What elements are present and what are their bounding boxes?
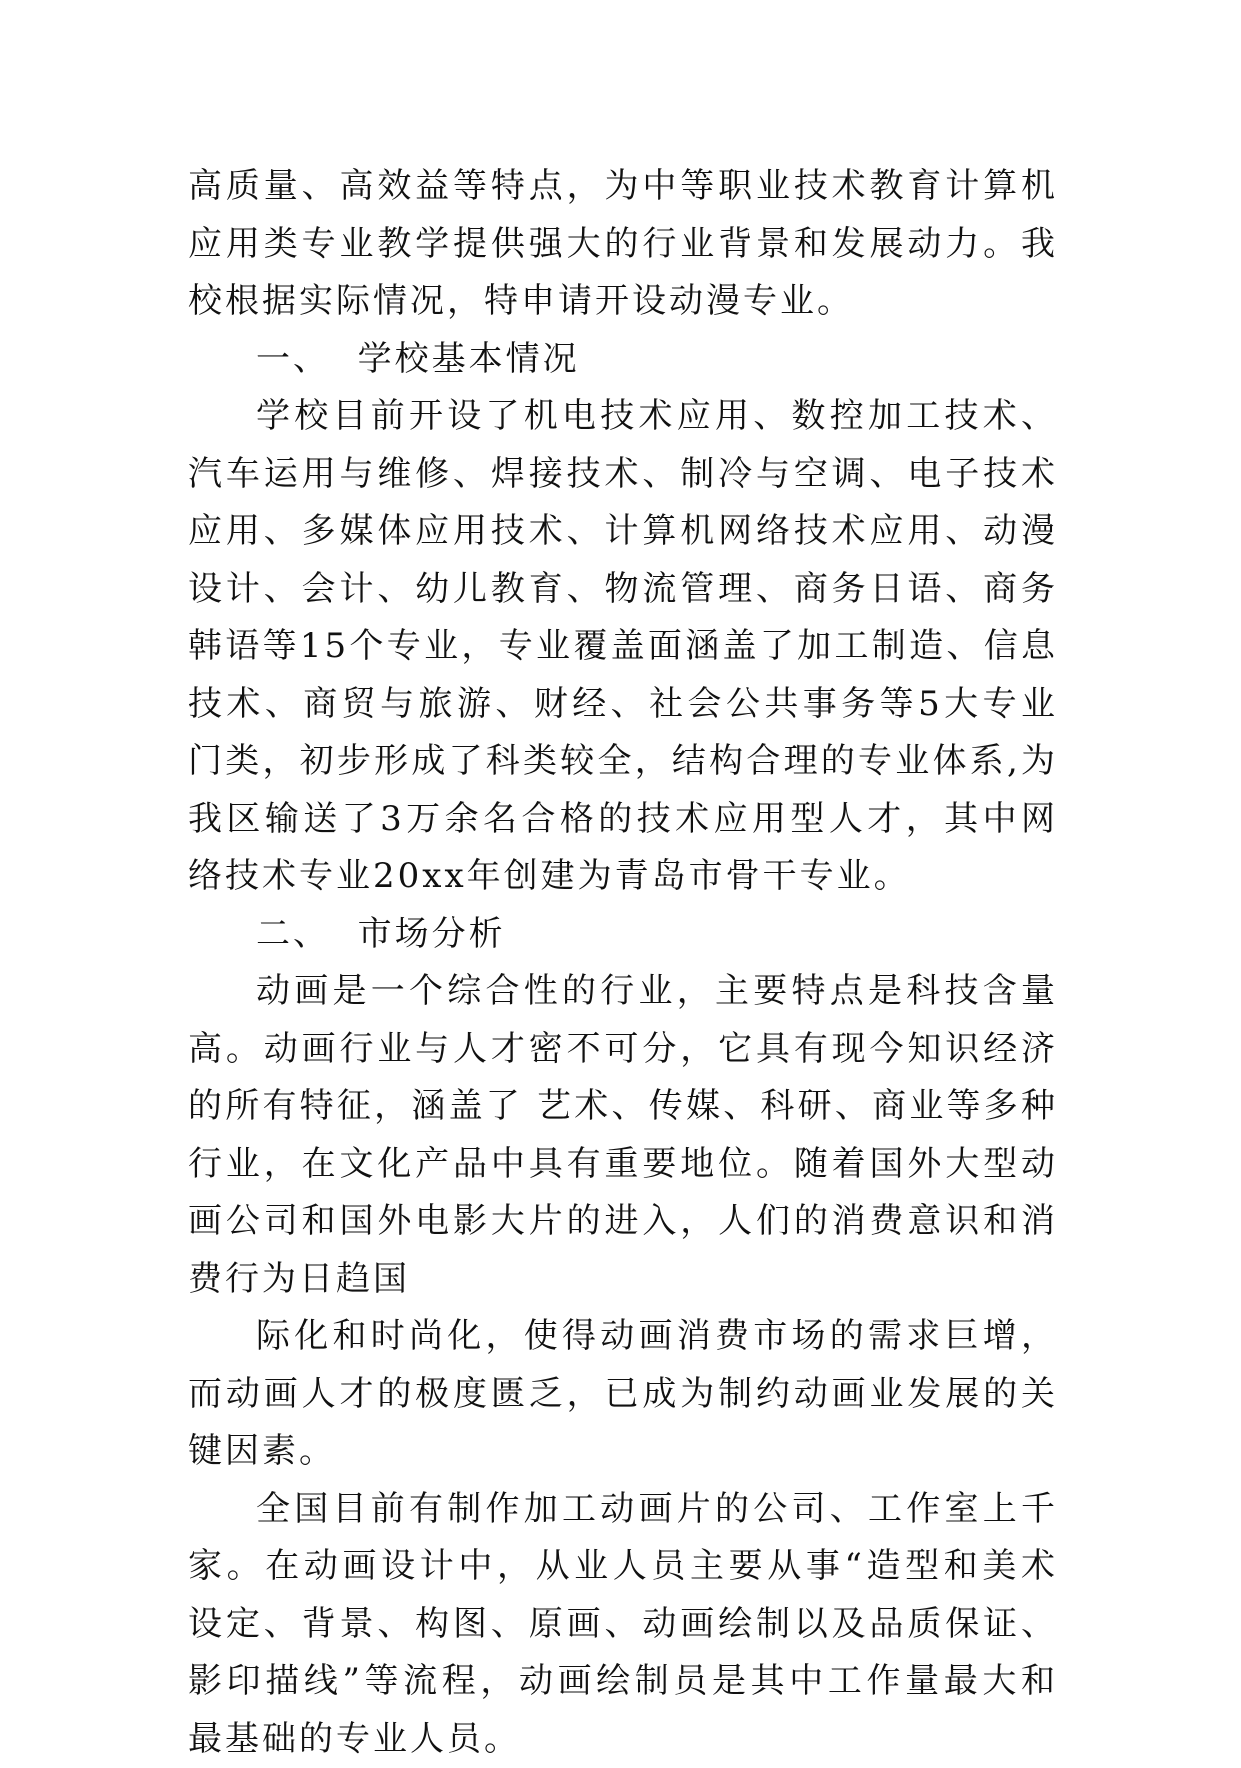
paragraph-talent-shortage: 际化和时尚化，使得动画消费市场的需求巨增，而动画人才的极度匮乏，已成为制约动画业发展的关键因素。: [188, 1308, 1058, 1481]
document-body: [188, 158, 1058, 1768]
paragraph-school-majors: 学校目前开设了机电技术应用、数控加工技术、汽车运用与维修、焊接技术、制冷与空调、电子技术应用、多媒体应用技术、计算机网络技术应用、动漫设计、会计、幼儿教育、物流管理、商务日语、商务韩语等15个专业，专业覆盖面涵盖了加工制造、信息技术、商贸与旅游、财经、社会公共事务等5大专业门类，初步形成了科类较全，结构合理的专业体系,为我区输送了3万余名合格的技术应用型人才，其中网络技术专业20xx年创建为青岛市骨干专业。: [188, 388, 1058, 906]
section-heading-market-analysis: 二、 市场分析: [188, 906, 1058, 964]
paragraph-studios-workflow: 全国目前有制作加工动画片的公司、工作室上千家。在动画设计中，从业人员主要从事“造型和美术设定、背景、构图、原画、动画绘制以及品质保证、影印描线”等流程，动画绘制员是其中工作量最大和最基础的专业人员。: [188, 1481, 1058, 1768]
paragraph-intro-continuation: 高质量、高效益等特点，为中等职业技术教育计算机应用类专业教学提供强大的行业背景和发展动力。我校根据实际情况，特申请开设动漫专业。: [188, 158, 1058, 331]
paragraph-animation-industry: 动画是一个综合性的行业，主要特点是科技含量高。动画行业与人才密不可分，它具有现今知识经济的所有特征，涵盖了 艺术、传媒、科研、商业等多种行业，在文化产品中具有重要地位。随着国外大型动画公司和国外电影大片的进入，人们的消费意识和消费行为日趋国: [188, 963, 1058, 1308]
section-heading-school-overview: 一、 学校基本情况: [188, 331, 1058, 389]
